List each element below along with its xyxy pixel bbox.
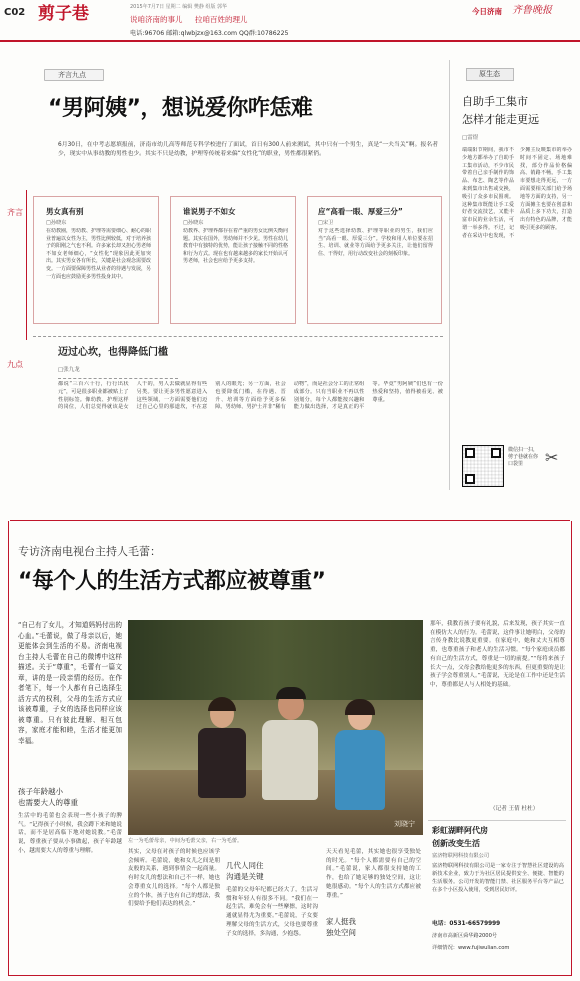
opinion-box-2-text: 幼教界、护理界都存在着严重的男女比例失衡问题。其实在国外，男幼师并不少见。男性在幼儿教育中有独特的优势，能让孩子接触不同的性格和行为方式。现在也有越来越多的家长开始认可男老师，社会也应给予更多支持。 bbox=[183, 228, 288, 265]
scissors-icon: ✂ bbox=[545, 448, 559, 467]
feature-text-4: 天天看见毛蕾，其实她也很享受独处的时光。“每个人都需要有自己的空间。”毛蕾说，家人都很支持她的工作，也给了她足够的独处空间，这让她很感动。“每个人的生活方式都应被尊重。” bbox=[326, 849, 421, 899]
column-name: 剪子巷 bbox=[38, 4, 89, 24]
column2-byline: □张九龙 bbox=[58, 367, 80, 373]
contact-line: 电话:96706 邮箱:qlwbjzx@163.com QQ群:10786225 bbox=[130, 30, 289, 37]
sidebar-text: 端端阳节期间，我市不少地方都举办了自助手工集市活动，不少市民带着自己亲手制作的饰品、布艺、陶艺等作品来到集市出售或交换，吸引了众多市民围观。这种集市既能让手工爱好者交流技艺，又能丰富市民的业余生活，可谓一举多得。不过，记者在采访中也发现，不少摊主反映集市的举办时间不固定、场地难找，部分作品价格偏高、销路不畅。手工集市要想走得更远，一方面需要相关部门给予场地等方面的支持，另一方面摊主也要在创意和品质上多下功夫，打造出有特色的品牌，才能吸引更多的顾客。 bbox=[462, 147, 572, 239]
section-heading-3: 家人挺我 独处空间 bbox=[326, 917, 356, 937]
feature-subtitle: 专访济南电视台主持人毛蕾： bbox=[18, 545, 161, 558]
opinion-box-1-text: 在幼教圈，男幼教、护理等需要细心、耐心的职业普遍以女性为主，男性比例较低，对于培养孩子的阳刚之气也不利。许多家长却又担心男老师不如女老师细心，“女性化”现象因此更加突出。其实男女各有所长，关键是社会观念需要改变。一方面要保障男性从业者的待遇与发展，另一方面也应鼓励更多男性投身其中。 bbox=[46, 228, 151, 280]
person-middle bbox=[260, 690, 320, 830]
person-left bbox=[196, 700, 248, 830]
side-bar bbox=[26, 190, 27, 340]
feature-text-1: 生活中的毛蕾也会表现一些小孩子的脾气。“记得孩子小时候，我会蹲下来和她说话，而不是居高临下地对她说教。”毛蕾说，尊重孩子要从小事做起，孩子年龄越小，越需要大人的尊重与理解。 bbox=[18, 813, 122, 854]
kicker-text: 齐言九点 bbox=[58, 71, 86, 79]
header-rule bbox=[0, 40, 580, 42]
opinion-box-3-title: 应“高看一眼、厚爱三分” bbox=[318, 207, 403, 216]
opinion-box-2-byline: □孙晓东 bbox=[183, 220, 204, 226]
ad-title-2: 创新改变生活 bbox=[432, 839, 480, 848]
ad-sub: 富济物联网科技有限公司 bbox=[432, 853, 490, 859]
qr-code[interactable] bbox=[462, 445, 504, 487]
top-headline: “男阿姨”，想说爱你咋恁难 bbox=[48, 96, 313, 121]
column2-under-dash bbox=[58, 378, 178, 379]
paper-name: 今日济南 bbox=[472, 7, 502, 16]
opinion-box-1-title: 男女真有别 bbox=[46, 207, 84, 216]
date-line: 2015年7月7日 星期二 编辑 樊静 组版 郭华 bbox=[130, 4, 228, 10]
section-heading-1: 孩子年龄越小 也需要大人的尊重 bbox=[18, 787, 78, 807]
feature-right-text: 那年，我教育孩子要有礼貌，后来发现，孩子其实一直在模仿大人的行为。毛蕾说，这件事让她明白，父母的言传身教比说教更重要。在家庭中，她和丈夫互相尊重，也尊重孩子和老人的生活习惯。“每个家庭成员都有自己的生活方式，尊重是一切的前提。”“每将来孩子长大一点，父母会教给他更多的东西，但更重要的是让孩子学会尊重别人。”毛蕾说，无论是在工作中还是生活中，尊重都是人与人相处的基础。 bbox=[430, 621, 565, 688]
page-number: C02 bbox=[4, 7, 26, 18]
section-heading-2: 几代人同住 沟通是关键 bbox=[226, 861, 264, 881]
ad-address: 济南市高新区舜华路2000号 bbox=[432, 933, 498, 939]
feature-reporter: （记者 王倩 杜杜） bbox=[490, 806, 539, 812]
slogan-1: 说咱济南的事儿 bbox=[130, 15, 183, 24]
feature-text-2: 其实，父母在对孩子的时候也应该学会倾听。毛蕾说，她和女儿之间是朋友般的关系，遇到事情会一起商量。有时女儿的想法和自己不一样，她也会尊重女儿的选择。“每个人都是独立的个体，孩子也有自己的想法，我们要给予他们表达的机会。” bbox=[128, 849, 220, 908]
sidebar-title-2: 怎样才能走更远 bbox=[462, 113, 539, 126]
opinion-box-3-byline: □宋卫 bbox=[318, 220, 334, 226]
feature-headline: “每个人的生活方式都应被尊重” bbox=[18, 569, 326, 594]
side-label-qiyan: 齐言 bbox=[7, 208, 23, 217]
qr-caption: 微信扫一扫，剪子巷就在你口袋里 bbox=[508, 447, 539, 467]
sidebar-divider bbox=[449, 60, 450, 490]
column2-top-dash bbox=[33, 336, 443, 337]
sidebar-section: 原生态 bbox=[479, 70, 500, 78]
paper-logo: 齐鲁晚报 bbox=[512, 5, 552, 16]
ad-divider bbox=[428, 820, 566, 821]
feature-text-3: 毛蕾的父母年纪都已经大了，生活习惯和年轻人有很多不同。“我们在一起生活，难免会有一些摩擦，这时沟通就显得尤为重要。”毛蕾说，子女要理解父母的生活方式，父母也要尊重子女的选择，多沟通，少抱怨。 bbox=[226, 887, 318, 937]
ad-text: 富济物联网科技有限公司是一家专注于智慧社区建设的高新技术企业，致力于为社区居民提供安全、便捷、智能的生活服务。公司开发的智能门禁、社区服务平台等产品已在多个小区投入使用，受到居民好评。 bbox=[432, 863, 564, 893]
sidebar-byline: □雷煜 bbox=[462, 135, 479, 141]
opinion-box-2-title: 谁说男子不如女 bbox=[183, 207, 236, 216]
photo-caption: 左一为毛蕾母亲，中间为毛蕾父亲，右一为毛蕾。 bbox=[128, 838, 243, 844]
ad-contact: 详细情况：www.fujiwulian.com bbox=[432, 945, 510, 951]
ad-phone: 电话：0531-66579999 bbox=[432, 921, 501, 927]
column2-title: 迈过心坎，也得降低门槛 bbox=[58, 347, 168, 358]
side-label-jiudian: 九点 bbox=[7, 360, 23, 369]
opinion-box-1-byline: □孙晓东 bbox=[46, 220, 67, 226]
feature-intro: “自己有了女儿，才知道妈妈付出的心血。”毛蕾说，做了母亲以后，她更能体会到生活的不易。济南电视台主持人毛蕾在自己的微博中这样描述。关于“尊重”，毛蕾有一篇文章，讲的是一段亲情的经历。在作者笔下，每一个人都有自己选择生活方式的权利，父母的生活方式应该被尊重，子女的选择也同样应该被尊重。只有彼此理解、相互包容，家庭才能和睦，生活才能更加幸福。 bbox=[18, 621, 122, 745]
feature-photo bbox=[128, 620, 423, 835]
top-lead: 6月30日，在中考志愿填报前，济南市幼儿高等师范专科学校进行了面试，首日有300人前来测试，其中只有一个男生，真是“一夫当关”啊。报名者少，现实中从事幼教的男性也少。其实不只是幼教，护理等传统着来偏“女性化”的职业，男性都很紧俏。 bbox=[58, 142, 438, 157]
sidebar-title-1: 自助手工集市 bbox=[462, 95, 528, 108]
column2-text: 都说“三百六十行，行行出状元”，可是很多职业都被贴上了性别标签。像幼教、护理这样的岗位，人们总觉得就该是女人干的，男人去做就显得有些另类。要让更多男性愿意进入这些领域，一方面需要他们迈过自己心里的那道坎，不在意别人的眼光；另一方面，社会也要降低门槛，在待遇、晋升、培训等方面给予更多保障。男幼师、男护士并非“稀有动物”，而是社会分工的正常组成部分。只有当职业不再以性别划分，每个人都能按兴趣和能力做出选择，才是真正的平等。毕竟“男阿姨”们也有一份热爱和坚持，值得被看见、被尊重。 bbox=[58, 381, 443, 411]
slogan-2: 拉咱百姓的理儿 bbox=[195, 15, 248, 24]
ad-title-1: 彩虹湖畔阿代房 bbox=[432, 826, 488, 835]
person-right bbox=[333, 702, 388, 832]
page-header bbox=[0, 0, 580, 40]
photo-watermark: 刘晓宁 bbox=[394, 820, 415, 829]
opinion-box-3-text: 对于这些选择幼教、护理等职业的男生，我们应当“高看一眼、厚爱三分”。学校和用人单位要在招生、培训、就业等方面给予更多关注，让他们留得住、干得好，用行动改变社会的刻板印象。 bbox=[318, 228, 433, 257]
